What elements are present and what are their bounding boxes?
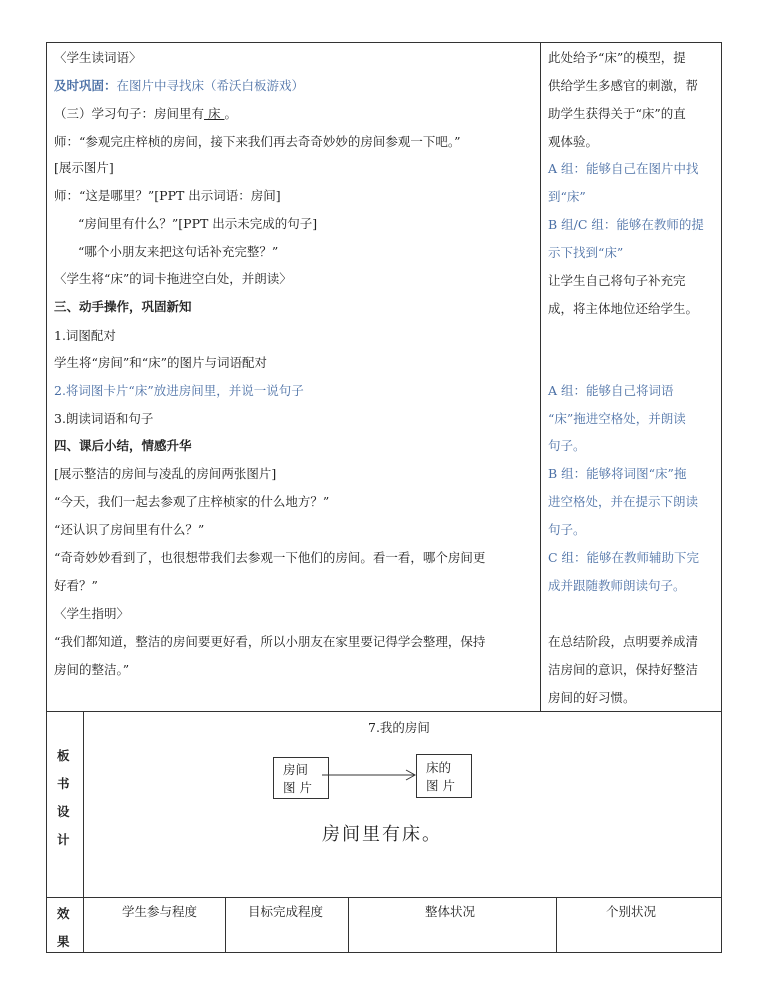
divider-effect-3 bbox=[556, 897, 557, 953]
main-line-text: 房间的整洁。” bbox=[54, 662, 130, 677]
main-line bbox=[54, 383, 304, 399]
main-line bbox=[78, 244, 278, 260]
board-title: 7.我的房间 bbox=[368, 720, 430, 735]
effect-label-char: 果 bbox=[57, 934, 70, 949]
main-line-text: 3.朗读词语和句子 bbox=[54, 411, 154, 426]
effect-header-goal: 目标完成程度 bbox=[248, 904, 324, 919]
board-label-char: 书 bbox=[57, 776, 70, 791]
main-line bbox=[54, 550, 485, 566]
board-box-room-line1: 房间 bbox=[283, 762, 309, 777]
side-note-line: 句子。 bbox=[548, 522, 586, 537]
main-line-text: 〈学生读词语〉 bbox=[54, 50, 142, 65]
main-line bbox=[54, 271, 292, 287]
main-line-tail: 。 bbox=[224, 106, 237, 121]
main-line bbox=[54, 466, 276, 482]
main-line-text: “房间里有什么？”[PPT 出示未完成的句子] bbox=[78, 216, 318, 231]
board-box-room-line2: 图 片 bbox=[283, 780, 312, 795]
side-note-line: 在总结阶段，点明要养成清 bbox=[548, 634, 699, 649]
divider-board-top bbox=[46, 711, 722, 712]
main-line bbox=[54, 355, 267, 371]
side-note-line: 洁房间的意识，保持好整洁 bbox=[548, 662, 699, 677]
main-line-emphasis: 及时巩固： bbox=[54, 78, 117, 93]
side-note-line: “床”拖进空格处，并朗读 bbox=[548, 411, 686, 426]
main-line-text: “我们都知道，整洁的房间要更好看，所以小朋友在家里要记得学会整理，保持 bbox=[54, 634, 486, 649]
board-box-bed bbox=[416, 754, 472, 798]
divider-effect-2 bbox=[348, 897, 349, 953]
main-line-text: 好看？” bbox=[54, 578, 98, 593]
side-note-line: B 组/C 组：能够在教师的提 bbox=[548, 217, 704, 232]
main-line-text: “奇奇妙妙看到了，也很想带我们去参观一下他们的房间。看一看，哪个房间更 bbox=[54, 550, 486, 565]
main-line-text: “还认识了房间里有什么？” bbox=[54, 522, 205, 537]
main-line bbox=[54, 578, 98, 594]
side-note-line: 到“床” bbox=[548, 189, 586, 204]
side-note-line: A 组：能够自己在图片中找 bbox=[548, 161, 699, 176]
side-note-line: 此处给予“床”的模型，提 bbox=[548, 50, 686, 65]
main-line bbox=[54, 188, 281, 204]
side-note-line: 助学生获得关于“床”的直 bbox=[548, 106, 686, 121]
main-line-text: 三、动手操作，巩固新知 bbox=[54, 299, 192, 314]
side-note-line: 句子。 bbox=[548, 438, 586, 453]
side-note-line: 示下找到“床” bbox=[548, 245, 624, 260]
side-note-line: 进空格处，并在提示下朗读 bbox=[548, 494, 699, 509]
board-box-bed-line2: 图 片 bbox=[426, 778, 455, 793]
divider-main-side bbox=[540, 42, 541, 712]
main-line-text: “今天，我们一起去参观了庄梓桢家的什么地方？” bbox=[54, 494, 330, 509]
main-line-text: 〈学生指明〉 bbox=[54, 606, 130, 621]
effect-header-overall: 整体状况 bbox=[425, 904, 476, 919]
main-line-text: “哪个小朋友来把这句话补充完整？” bbox=[78, 244, 279, 259]
main-line-text: 学生将“房间”和“床”的图片与词语配对 bbox=[54, 355, 268, 370]
divider-effect-top bbox=[46, 897, 722, 898]
main-line-text: 2.将词图卡片“床”放进房间里，并说一说句子 bbox=[54, 383, 304, 398]
board-sentence: 房间里有床。 bbox=[322, 824, 442, 845]
main-line bbox=[54, 634, 485, 650]
main-line bbox=[54, 134, 461, 150]
side-note-line: A 组：能够自己将词语 bbox=[548, 383, 674, 398]
board-label-char: 板 bbox=[57, 748, 70, 763]
main-line bbox=[54, 494, 329, 510]
side-note-line: 房间的好习惯。 bbox=[548, 690, 636, 705]
main-line-text: 〈学生将“床”的词卡拖进空白处，并朗读〉 bbox=[54, 271, 292, 286]
main-line bbox=[54, 106, 237, 122]
main-line bbox=[54, 606, 129, 622]
board-box-bed-line1: 床的 bbox=[426, 760, 452, 775]
side-note-line: 供给学生多感官的刺激，帮 bbox=[548, 78, 699, 93]
effect-label-char: 效 bbox=[57, 906, 70, 921]
main-line-blank-answer: 床 bbox=[204, 106, 225, 121]
main-line-text: [展示整洁的房间与凌乱的房间两张图片] bbox=[54, 466, 277, 481]
main-line bbox=[54, 50, 142, 66]
main-line bbox=[54, 160, 114, 176]
main-line bbox=[54, 78, 304, 94]
main-line bbox=[54, 411, 153, 427]
main-line bbox=[54, 299, 192, 315]
main-line bbox=[54, 522, 204, 538]
main-line-text: [展示图片] bbox=[54, 160, 114, 175]
main-line-text: 师：“参观完庄梓桢的房间，接下来我们再去奇奇妙妙的房间参观一下吧。” bbox=[54, 134, 461, 149]
effect-header-individual: 个别状况 bbox=[606, 904, 657, 919]
main-line bbox=[54, 662, 129, 678]
board-label-char: 设 bbox=[57, 804, 70, 819]
main-line-rest: 在图片中寻找床（希沃白板游戏） bbox=[116, 78, 305, 93]
side-note-line: B 组：能够将词图“床”拖 bbox=[548, 466, 687, 481]
main-line-text: 1.词图配对 bbox=[54, 328, 116, 343]
divider-board-label bbox=[83, 711, 84, 953]
side-note-line: 观体验。 bbox=[548, 134, 599, 149]
board-label-char: 计 bbox=[57, 832, 70, 847]
side-note-line: 成，将主体地位还给学生。 bbox=[548, 301, 699, 316]
main-line-text: （三）学习句子：房间里有 bbox=[54, 106, 205, 121]
effect-header-participation: 学生参与程度 bbox=[122, 904, 198, 919]
divider-effect-1 bbox=[225, 897, 226, 953]
main-line bbox=[78, 216, 317, 232]
main-line bbox=[54, 438, 192, 454]
side-note-line: 成并跟随教师朗读句子。 bbox=[548, 578, 686, 593]
side-note-line: 让学生自己将句子补充完 bbox=[548, 273, 686, 288]
main-line bbox=[54, 328, 116, 344]
side-note-line: C 组：能够在教师辅助下完 bbox=[548, 550, 700, 565]
main-line-text: 四、课后小结，情感升华 bbox=[54, 438, 192, 453]
board-arrow bbox=[322, 768, 418, 782]
main-line-text: 师：“这是哪里？”[PPT 出示词语：房间] bbox=[54, 188, 281, 203]
board-box-room bbox=[273, 757, 329, 799]
